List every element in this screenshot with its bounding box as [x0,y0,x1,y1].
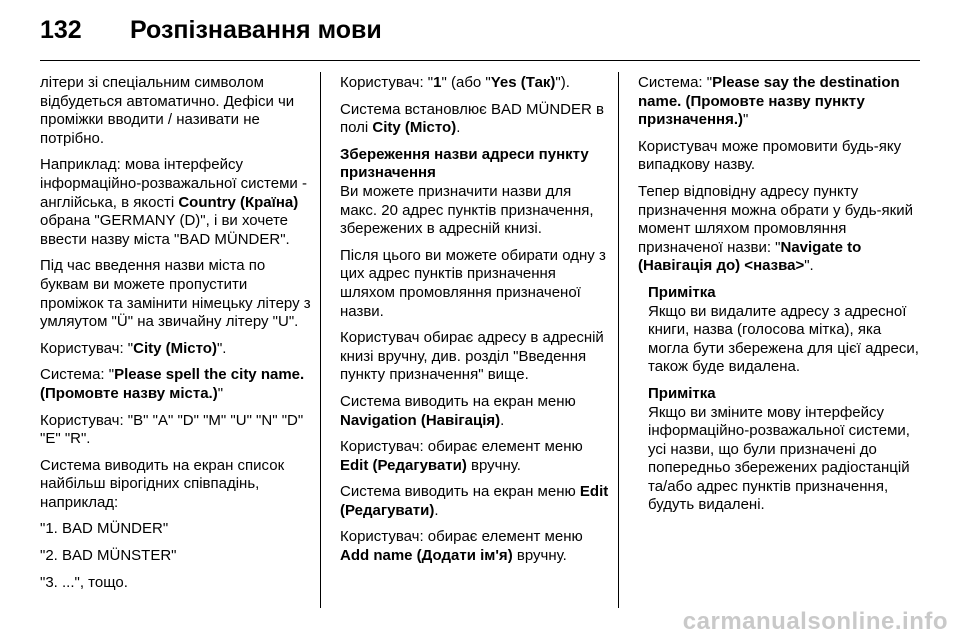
header-rule [40,60,920,61]
paragraph: Під час введення назви міста по буквам ви можете пропустити проміжок та замінити німецьку літеру з умляутом "Ü" на звичайну літеру "U". [40,257,311,331]
paragraph: Користувач: обирає елемент меню Add name (Додати ім'я) вручну. [340,528,583,565]
paragraph: Система виводить на екран меню Edit (Редагувати). [340,483,609,519]
paragraph: Користувач: обирає елемент меню Edit (Редагувати) вручну. [340,438,583,474]
paragraph: Система встановлює BAD MÜNDER в полі City (Місто). [340,100,604,137]
list-item: "1. BAD MÜNDER" [40,520,169,538]
page-number: 132 [40,16,82,44]
column-3 [638,74,920,523]
paragraph: Користувач може промовити будь-яку випадкову назву. [638,137,902,174]
paragraph: Користувач: "City (Місто)". [40,339,227,357]
note-body: Якщо ви зміните мову інтерфейсу інформаційно-розважальної системи, усі назви, що були призначені до попередньо збережених радіостанцій та/або адрес пунктів призначення, будуть видалені. [648,403,910,514]
paragraph: Ви можете призначити назви для макс. 20 адрес пунктів призначення, збережених в адресній книзі. [340,182,594,238]
paragraph: Користувач: "B" "A" "D" "M" "U" "N" "D" "E" "R". [40,411,304,448]
column-divider [618,72,619,608]
note-title: Примітка [648,384,716,402]
paragraph: Система: "Please spell the city name. (Промовте назву міста.)" [40,366,305,402]
list-item: "2. BAD MÜNSTER" [40,547,177,565]
page-header [0,0,960,60]
paragraph: Наприклад: мова інтерфейсу інформаційно-розважальної системи - англійська, в якості Country (Країна) обрана "GERMANY (D)", і ви хочете ввести назву міста "BAD MÜNDER". [40,156,307,248]
paragraph: Тепер відповідну адресу пункту призначення можна обрати у будь-який момент шляхом промовляння призначеної назви: "Navigate to (Навігація до) <назва>". [638,182,913,275]
paragraph: Користувач: "1" (або "Yes (Так)"). [340,74,570,91]
section-heading: Збереження назви адреси пункту призначення [340,145,589,182]
watermark: carmanualsonline.info [682,608,948,635]
page-title: Розпізнавання мови [130,16,382,44]
column-divider [320,72,321,608]
column-1 [40,74,312,600]
paragraph: літери зі спеціальним символом відбудеться автоматично. Дефіси чи проміжки вводити / називати не потрібно. [40,74,295,147]
list-item: "3. ...", тощо. [40,573,128,591]
paragraph: Користувач обирає адресу в адресній книзі вручну, див. розділ "Введення пункту призначення" вище. [340,329,604,384]
paragraph: Після цього ви можете обирати одну з цих адрес пунктів призначення шляхом промовляння призначеної назви. [340,246,606,320]
column-2 [340,74,610,574]
paragraph: Система виводить на екран меню Navigation (Навігація). [340,392,576,429]
paragraph: Система виводить на екран список найбільш вірогідних співпадінь, наприклад: [40,456,285,511]
note-body: Якщо ви видалите адресу з адресної книги, назва (голосова мітка), яка могла бути збережена для цієї адреси, також буде видалена. [648,302,919,376]
note-title: Примітка [648,283,716,301]
paragraph: Система: "Please say the destination name. (Промовте назву пункту призначення.)" [638,74,900,129]
